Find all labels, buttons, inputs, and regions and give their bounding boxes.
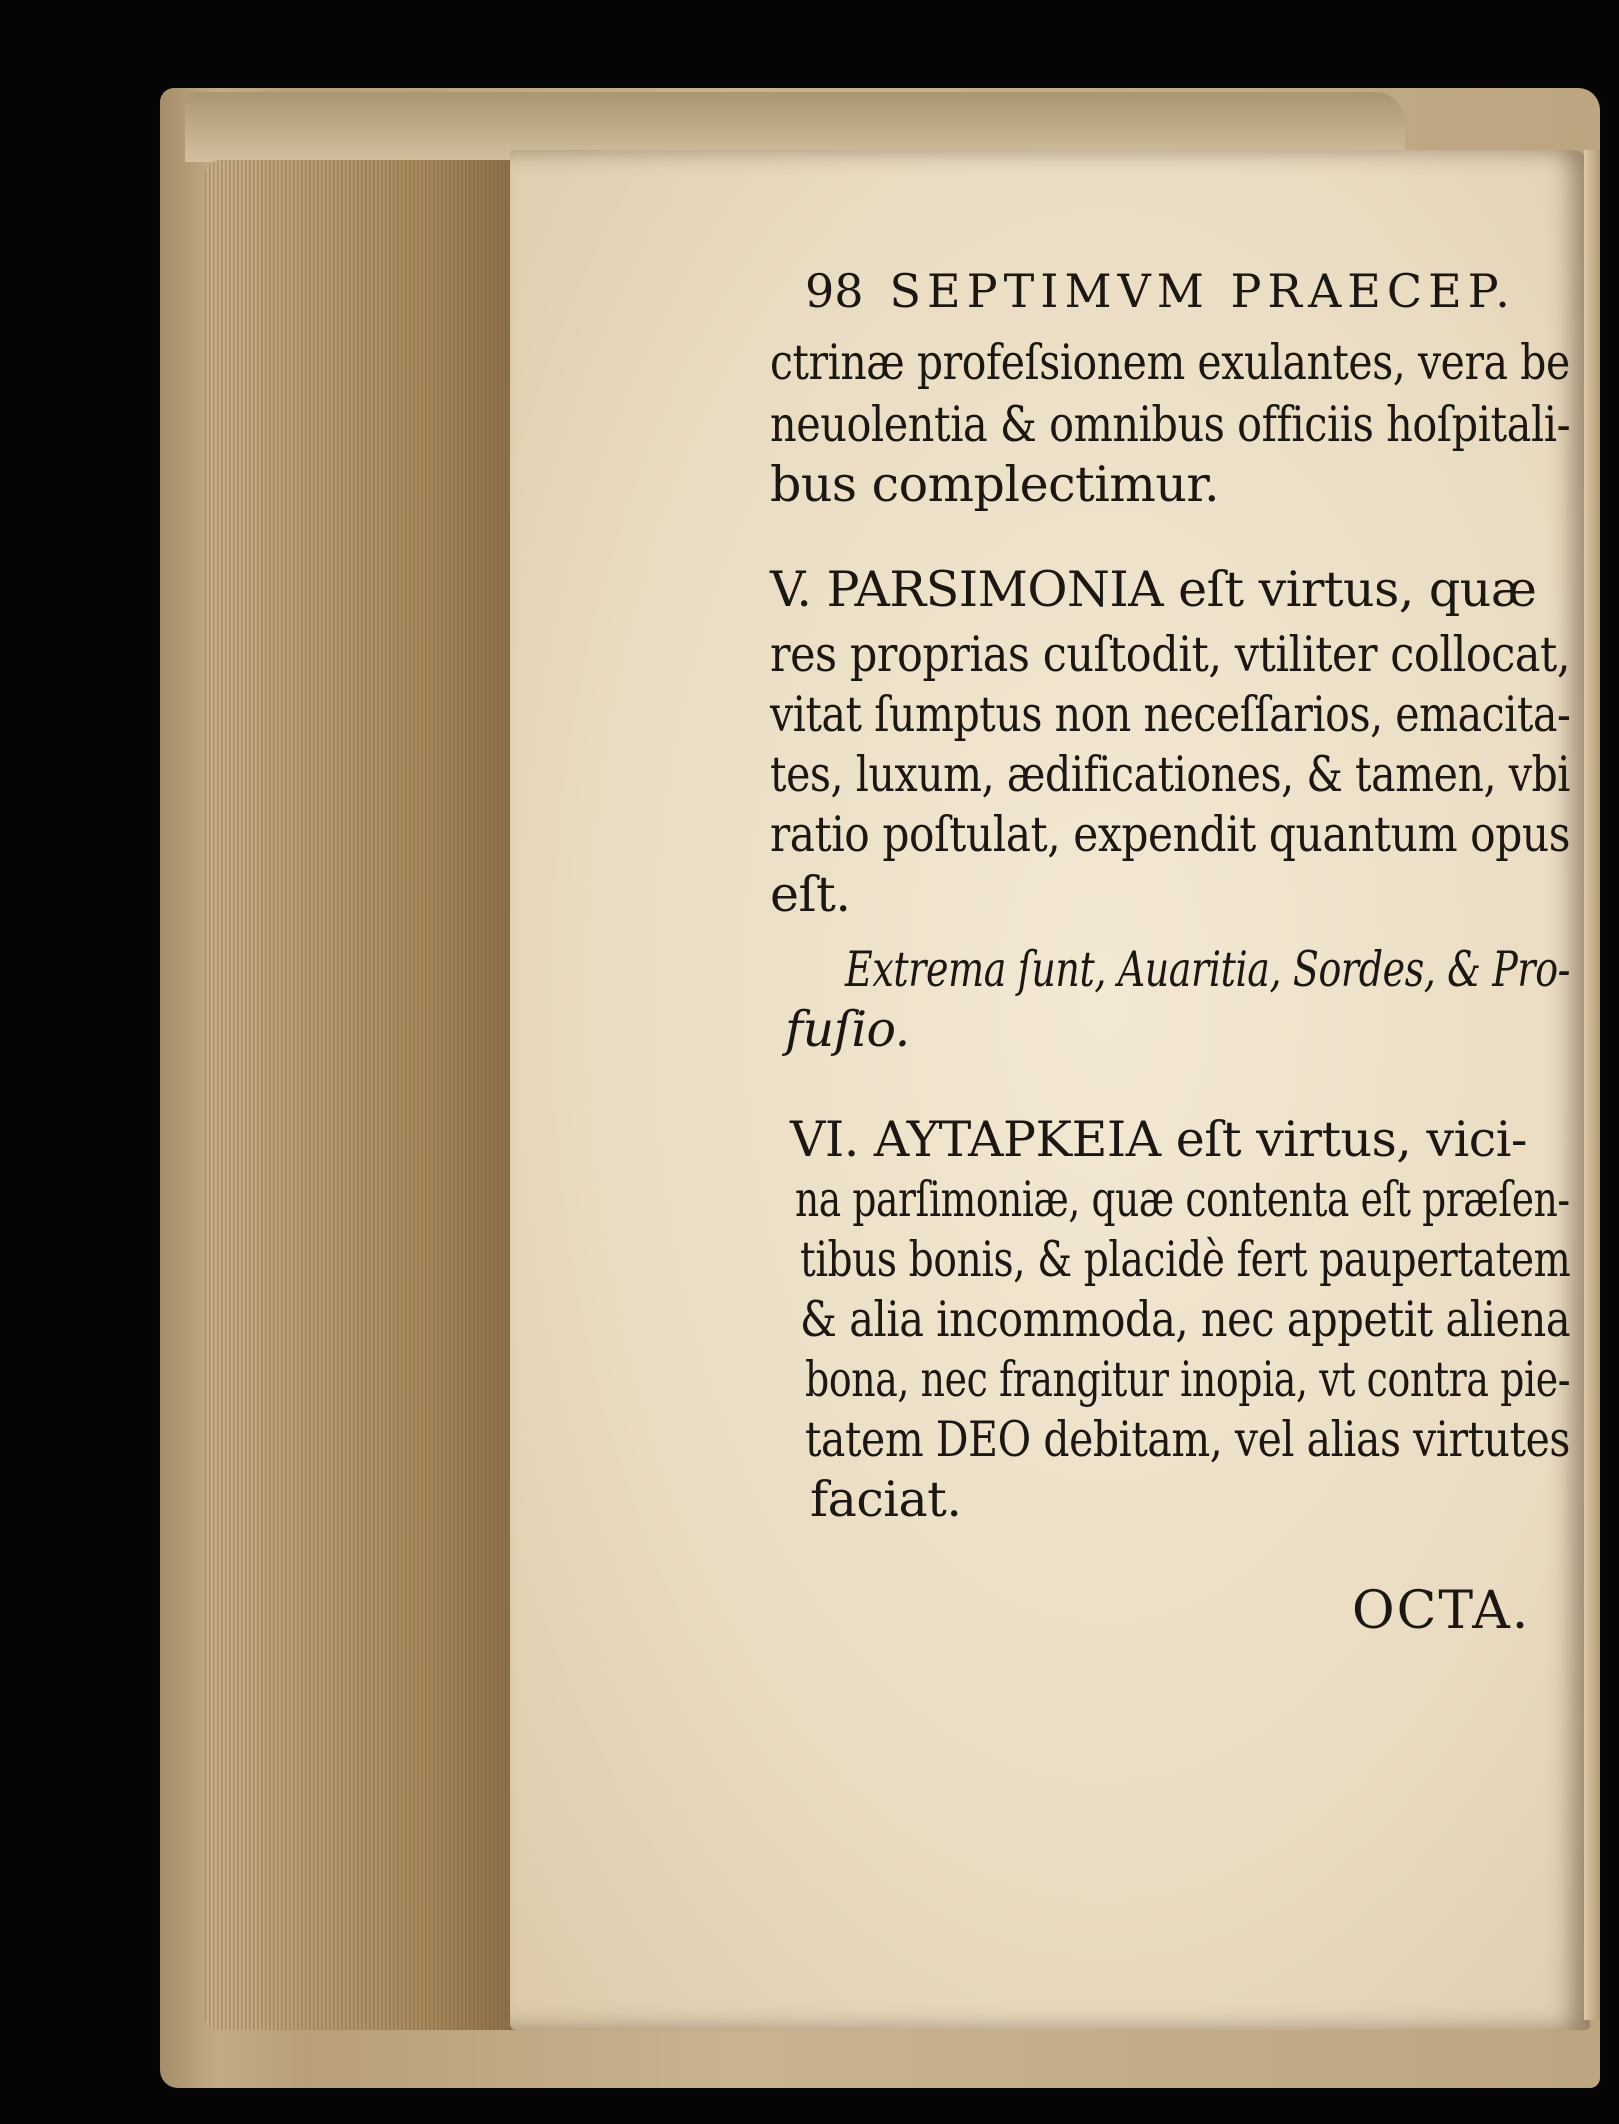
page-right-edge [1584, 150, 1600, 2020]
text-line-18: faciat. [810, 1471, 962, 1528]
catchword: OCTA. [1352, 1581, 1531, 1641]
text-line-7: tes, luxum, ædificationes, & tamen, vbi [770, 746, 1571, 803]
text-line-5: res proprias cuſtodit, vtiliter collocat, [770, 626, 1571, 683]
page-number: 98 [805, 264, 864, 318]
text-line-11: fuſio. [785, 1001, 910, 1058]
text-line-13: na parſimoniæ, quæ contenta eſt præſen- [795, 1171, 1570, 1228]
running-head [805, 264, 1516, 318]
page-edges [205, 160, 545, 2030]
text-line-16: bona, nec frangitur inopia, vt contra pie- [805, 1351, 1571, 1408]
text-line-9: eſt. [770, 866, 851, 923]
text-line-8: ratio poſtulat, expendit quantum opus [770, 806, 1571, 863]
text-line-6: vitat ſumptus non neceſſarios, emacita- [770, 686, 1571, 743]
text-line-2: neuolentia & omnibus officiis hoſpitali- [770, 396, 1571, 453]
text-line-3: bus complectimur. [770, 456, 1220, 513]
running-head-title: SEPTIMVM PRAECEP. [889, 264, 1516, 318]
text-line-17: tatem DEO debitam, vel alias virtutes [805, 1411, 1570, 1468]
text-line-1: ctrinæ profeſsionem exulantes, vera be [770, 334, 1570, 391]
text-line-15: & alia incommoda, nec appetit aliena [800, 1291, 1571, 1348]
text-line-4: V. PARSIMONIA eſt virtus, quæ [770, 561, 1537, 618]
text-line-14: tibus bonis, & placidè fert paupertatem [800, 1231, 1571, 1288]
text-line-12: VI. AYTAPKEIA eſt virtus, vici- [790, 1111, 1527, 1168]
text-line-10: Extrema ſunt, Auaritia, Sordes, & Pro- [845, 941, 1571, 998]
